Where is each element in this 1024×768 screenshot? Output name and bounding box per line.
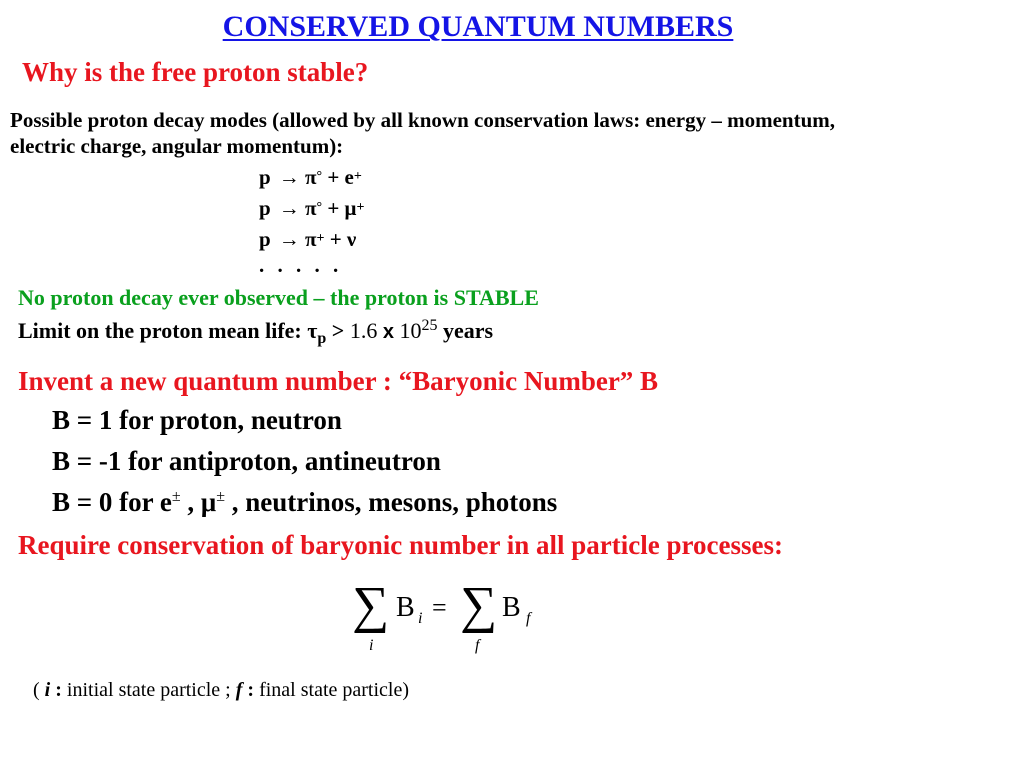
decay-arrow: → bbox=[278, 165, 300, 189]
note-open: ( bbox=[33, 679, 45, 701]
sum-symbol-left: ∑ bbox=[352, 577, 390, 634]
baryon-number-zero bbox=[52, 487, 557, 518]
b-zero-mu: , μ bbox=[180, 487, 217, 517]
tau-symbol: τ bbox=[307, 318, 318, 343]
decay-arrow: → bbox=[278, 227, 300, 251]
intro-line-2: electric charge, angular momentum): bbox=[10, 134, 344, 158]
formula-rhs-b: B bbox=[502, 592, 521, 623]
decay-product-1: π bbox=[304, 165, 317, 189]
baryon-number-antiproton: B = -1 for antiproton, antineutron bbox=[52, 446, 441, 476]
decay-initial: p bbox=[259, 165, 271, 189]
formula-equals: = bbox=[432, 593, 447, 622]
limit-prefix: Limit on the proton mean life: bbox=[18, 318, 308, 343]
greater-than: > bbox=[326, 318, 350, 343]
sum-index-right: f bbox=[475, 637, 480, 654]
b-zero-suffix: , neutrinos, mesons, photons bbox=[225, 487, 558, 517]
note-final-text: final state particle) bbox=[254, 679, 409, 701]
decay-product-1-charge: ° bbox=[316, 169, 323, 184]
b-zero-prefix: B = 0 for e bbox=[52, 487, 172, 517]
limit-unit: years bbox=[437, 318, 494, 343]
note-initial-text: initial state particle ; bbox=[61, 679, 236, 701]
decay-product-1: π bbox=[304, 196, 317, 220]
slide-title: CONSERVED QUANTUM NUMBERS bbox=[222, 10, 734, 43]
lifetime-limit bbox=[18, 317, 494, 347]
decay-product-1-charge: ° bbox=[316, 200, 323, 215]
decay-initial: p bbox=[259, 227, 271, 251]
formula-lhs-b: B bbox=[396, 592, 415, 623]
electron-charge: ± bbox=[171, 488, 181, 505]
note-f: f bbox=[235, 679, 243, 701]
no-decay-statement: No proton decay ever observed – the proton is STABLE bbox=[18, 285, 539, 310]
decay-plus: + bbox=[327, 165, 340, 189]
index-note bbox=[33, 679, 409, 702]
decay-product-2: μ bbox=[344, 196, 357, 220]
note-colon: : bbox=[242, 679, 255, 701]
muon-charge: ± bbox=[216, 488, 225, 505]
require-heading: Require conservation of baryonic number in all particle processes: bbox=[18, 530, 783, 560]
limit-base: 10 bbox=[393, 318, 422, 343]
decay-product-2: e bbox=[344, 165, 354, 189]
decay-ellipsis: . . . . . bbox=[259, 253, 343, 277]
baryon-number-proton: B = 1 for proton, neutron bbox=[52, 405, 342, 435]
decay-mode-2 bbox=[259, 196, 364, 221]
decay-product-2: ν bbox=[346, 227, 357, 251]
decay-mode-1 bbox=[259, 165, 362, 190]
decay-initial: p bbox=[259, 196, 271, 220]
limit-exponent: 25 bbox=[421, 317, 438, 334]
invent-heading: Invent a new quantum number : “Baryonic Number” B bbox=[18, 366, 659, 396]
note-colon: : bbox=[50, 679, 62, 701]
note-i: i bbox=[44, 679, 51, 701]
times-sign: x bbox=[382, 321, 394, 343]
decay-arrow: → bbox=[278, 196, 300, 220]
formula-rhs-subscript: f bbox=[526, 610, 531, 627]
intro-line-1: Possible proton decay modes (allowed by all known conservation laws: energy – momentum, bbox=[10, 108, 836, 132]
sum-symbol-right: ∑ bbox=[460, 577, 498, 634]
formula-svg bbox=[352, 576, 552, 656]
formula-lhs-subscript: i bbox=[418, 610, 423, 627]
decay-product-2-charge: + bbox=[356, 200, 365, 215]
decay-mode-3 bbox=[259, 227, 356, 252]
decay-product-2-charge: + bbox=[353, 169, 362, 184]
limit-mantissa: 1.6 bbox=[349, 318, 383, 343]
decay-product-1-charge: + bbox=[316, 231, 325, 246]
decay-product-1: π bbox=[304, 227, 317, 251]
decay-plus: + bbox=[327, 196, 340, 220]
question-heading: Why is the free proton stable? bbox=[22, 57, 369, 87]
conservation-formula bbox=[352, 576, 552, 656]
tau-subscript: p bbox=[317, 330, 327, 347]
decay-plus: + bbox=[329, 227, 342, 251]
sum-index-left: i bbox=[369, 637, 374, 654]
